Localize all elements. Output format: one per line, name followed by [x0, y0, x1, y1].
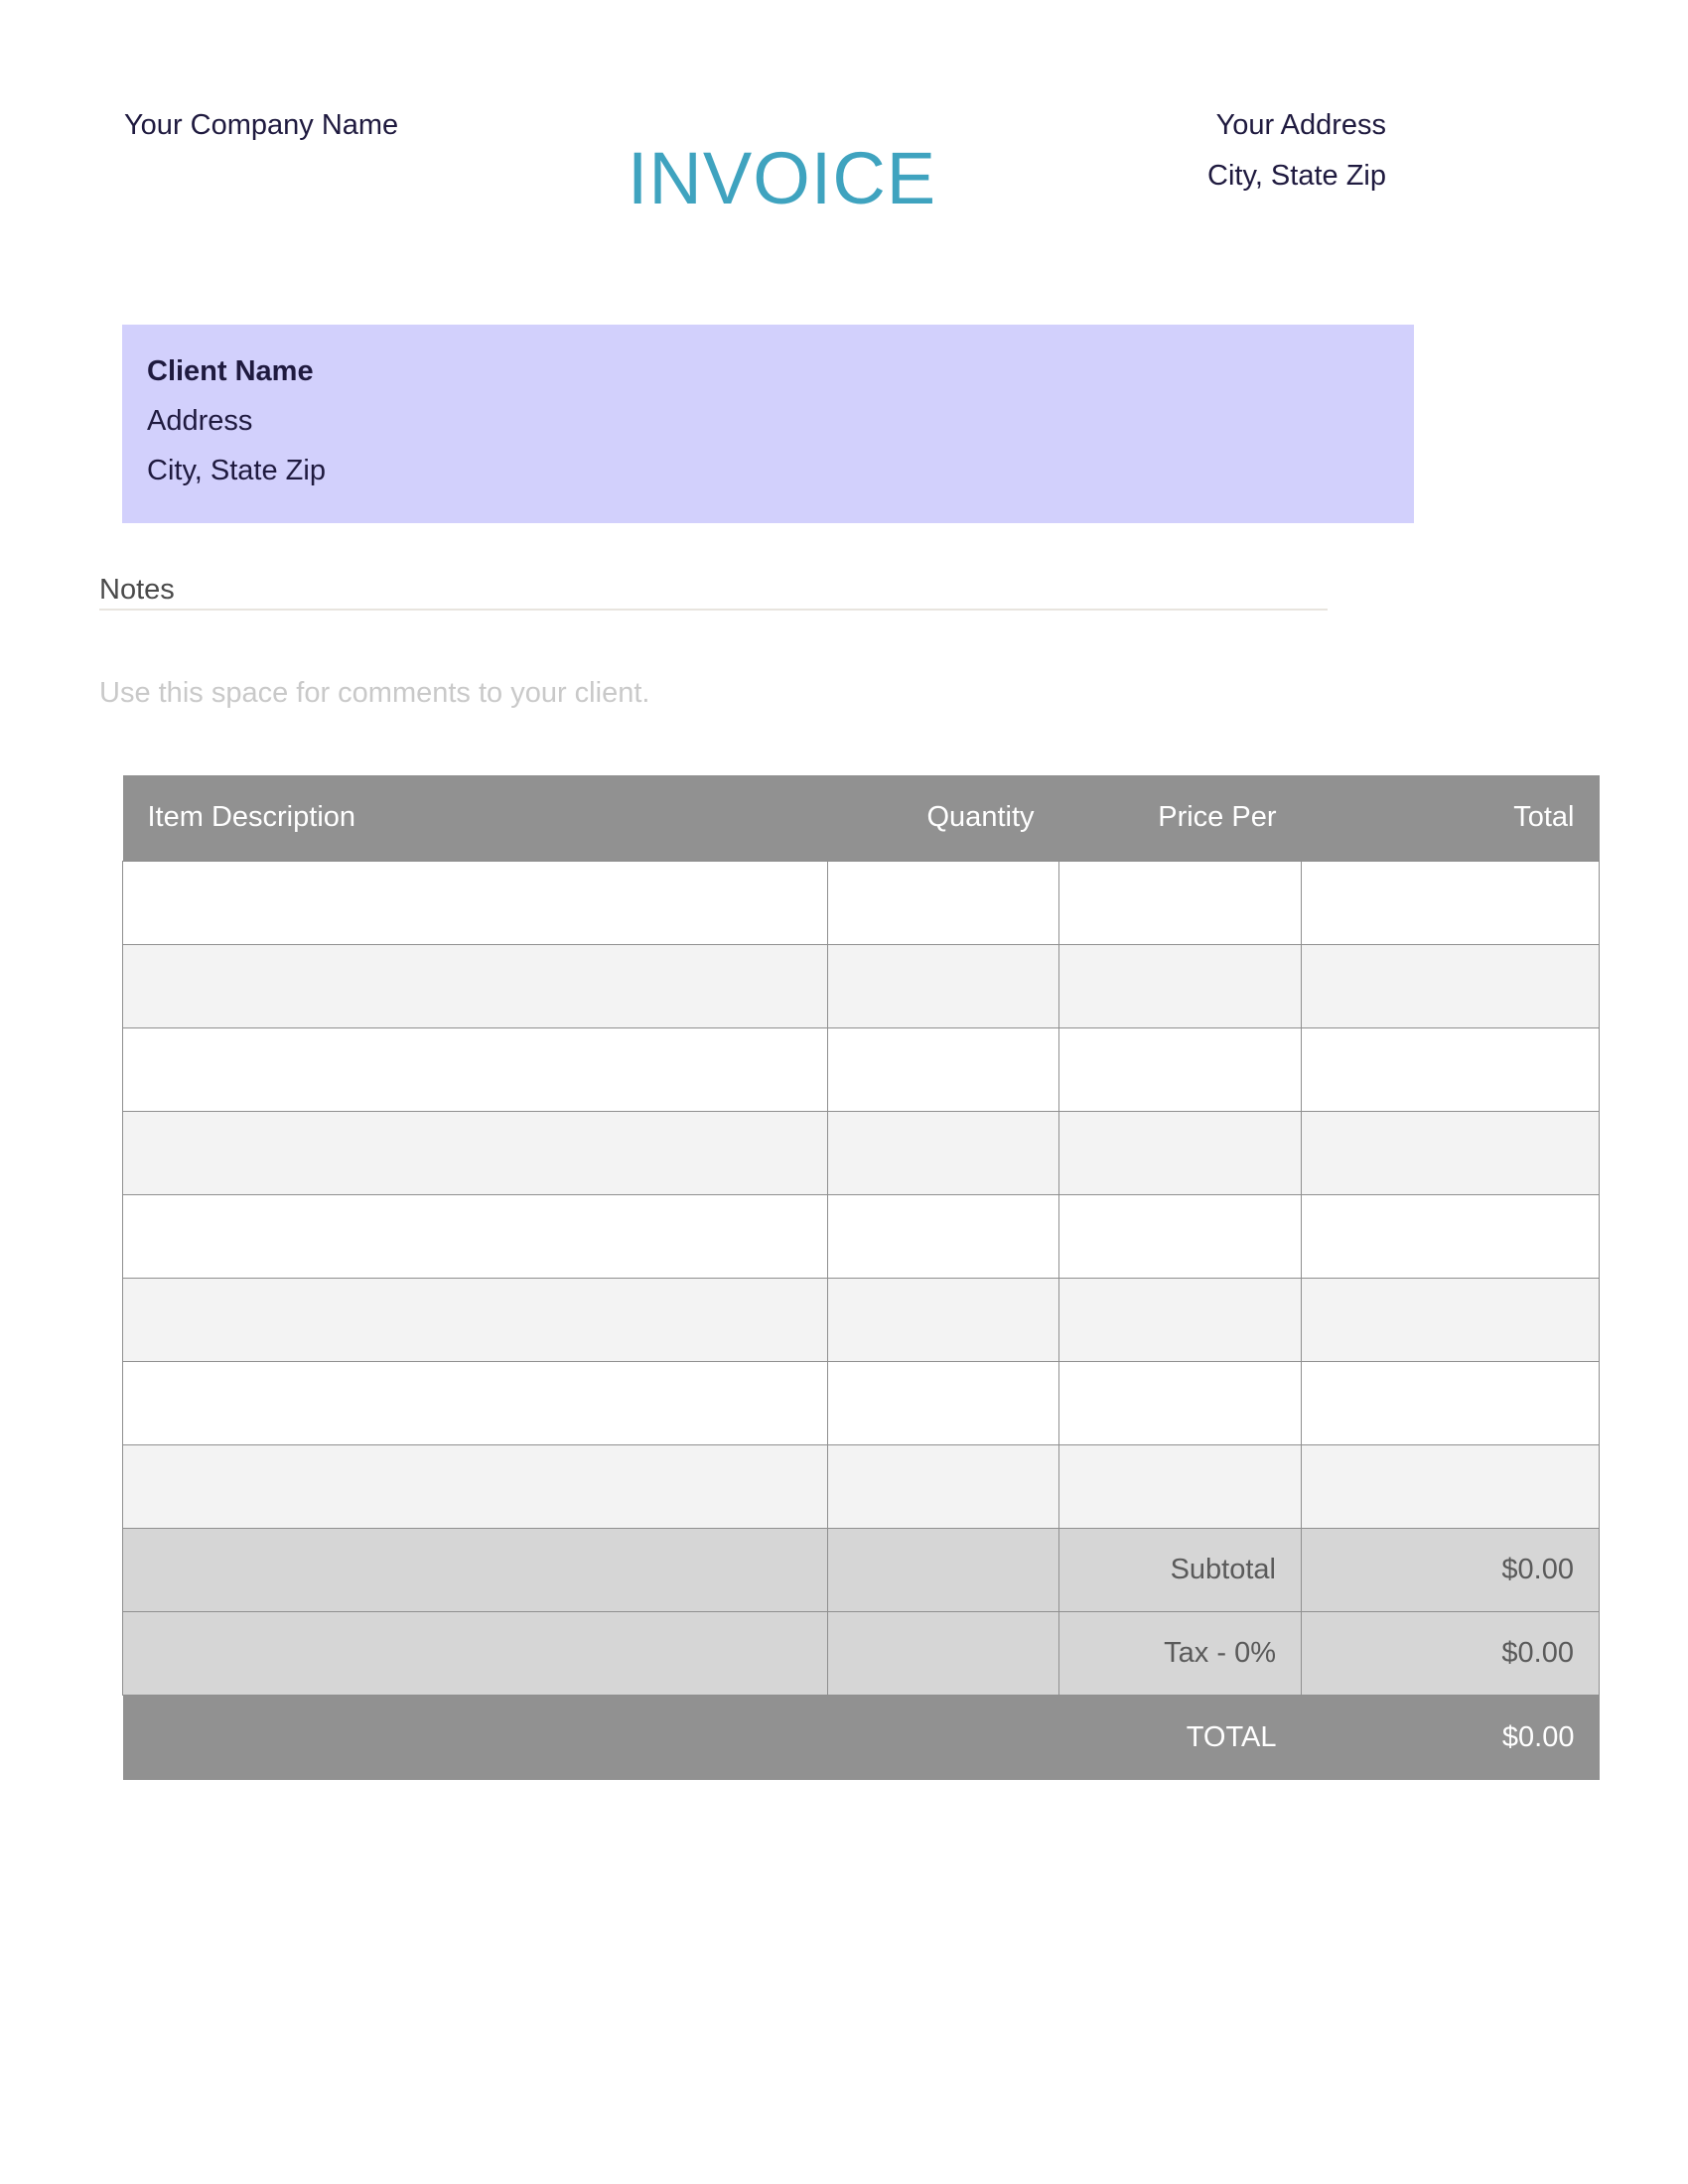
- item-price-per-cell[interactable]: [1059, 1361, 1302, 1444]
- item-description-cell[interactable]: [123, 861, 828, 944]
- table-row: [123, 1027, 1600, 1111]
- notes-comment-field[interactable]: Use this space for comments to your client.: [99, 677, 650, 709]
- item-description-cell[interactable]: [123, 1111, 828, 1194]
- item-quantity-cell[interactable]: [828, 1194, 1059, 1278]
- column-header-price-per: Price Per: [1059, 775, 1302, 861]
- client-city-state-zip[interactable]: City, State Zip: [147, 455, 326, 486]
- item-total-cell[interactable]: [1302, 1278, 1600, 1361]
- item-description-cell[interactable]: [123, 1361, 828, 1444]
- grand-total-value: $0.00: [1302, 1695, 1600, 1780]
- table-row: [123, 1194, 1600, 1278]
- item-description-cell[interactable]: [123, 1194, 828, 1278]
- client-address[interactable]: Address: [147, 405, 253, 437]
- item-total-cell[interactable]: [1302, 861, 1600, 944]
- item-total-cell[interactable]: [1302, 1361, 1600, 1444]
- item-quantity-cell[interactable]: [828, 861, 1059, 944]
- item-price-per-cell[interactable]: [1059, 861, 1302, 944]
- item-price-per-cell[interactable]: [1059, 1027, 1302, 1111]
- item-total-cell[interactable]: [1302, 1111, 1600, 1194]
- item-quantity-cell[interactable]: [828, 1111, 1059, 1194]
- table-row: [123, 1111, 1600, 1194]
- item-price-per-cell[interactable]: [1059, 1111, 1302, 1194]
- item-price-per-cell[interactable]: [1059, 1194, 1302, 1278]
- item-total-cell[interactable]: [1302, 1027, 1600, 1111]
- notes-divider: [99, 609, 1328, 611]
- subtotal-value: $0.00: [1302, 1528, 1600, 1611]
- subtotal-empty-cell: [123, 1528, 828, 1611]
- client-info-box: [122, 325, 1414, 523]
- item-quantity-cell[interactable]: [828, 1444, 1059, 1528]
- company-name[interactable]: Your Company Name: [124, 109, 399, 141]
- subtotal-row: [123, 1528, 1600, 1611]
- item-total-cell[interactable]: [1302, 1444, 1600, 1528]
- notes-label: Notes: [99, 574, 175, 606]
- item-total-cell[interactable]: [1302, 1194, 1600, 1278]
- grand-total-label: TOTAL: [1059, 1695, 1302, 1780]
- item-quantity-cell[interactable]: [828, 1278, 1059, 1361]
- tax-empty-cell: [123, 1611, 828, 1695]
- tax-label: Tax - 0%: [1059, 1611, 1302, 1695]
- item-total-cell[interactable]: [1302, 944, 1600, 1027]
- table-header-row: [123, 775, 1600, 861]
- company-address-line1[interactable]: Your Address: [1215, 109, 1386, 141]
- company-address-line2[interactable]: City, State Zip: [1207, 160, 1386, 192]
- subtotal-label: Subtotal: [1059, 1528, 1302, 1611]
- tax-value: $0.00: [1302, 1611, 1600, 1695]
- column-header-total: Total: [1302, 775, 1600, 861]
- table-row: [123, 861, 1600, 944]
- item-description-cell[interactable]: [123, 1027, 828, 1111]
- item-description-cell[interactable]: [123, 1278, 828, 1361]
- column-header-description: Item Description: [123, 775, 828, 861]
- column-header-quantity: Quantity: [828, 775, 1059, 861]
- grand-total-empty-cell: [828, 1695, 1059, 1780]
- item-description-cell[interactable]: [123, 944, 828, 1027]
- invoice-items-table: [122, 775, 1600, 1780]
- item-price-per-cell[interactable]: [1059, 944, 1302, 1027]
- client-name[interactable]: Client Name: [147, 355, 314, 387]
- subtotal-empty-cell: [828, 1528, 1059, 1611]
- table-row: [123, 1361, 1600, 1444]
- table-row: [123, 1278, 1600, 1361]
- item-description-cell[interactable]: [123, 1444, 828, 1528]
- table-row: [123, 1444, 1600, 1528]
- item-quantity-cell[interactable]: [828, 944, 1059, 1027]
- item-quantity-cell[interactable]: [828, 1361, 1059, 1444]
- invoice-title: INVOICE: [627, 137, 937, 219]
- table-row: [123, 944, 1600, 1027]
- item-quantity-cell[interactable]: [828, 1027, 1059, 1111]
- tax-empty-cell: [828, 1611, 1059, 1695]
- item-price-per-cell[interactable]: [1059, 1278, 1302, 1361]
- grand-total-empty-cell: [123, 1695, 828, 1780]
- grand-total-row: [123, 1695, 1600, 1780]
- tax-row: [123, 1611, 1600, 1695]
- item-price-per-cell[interactable]: [1059, 1444, 1302, 1528]
